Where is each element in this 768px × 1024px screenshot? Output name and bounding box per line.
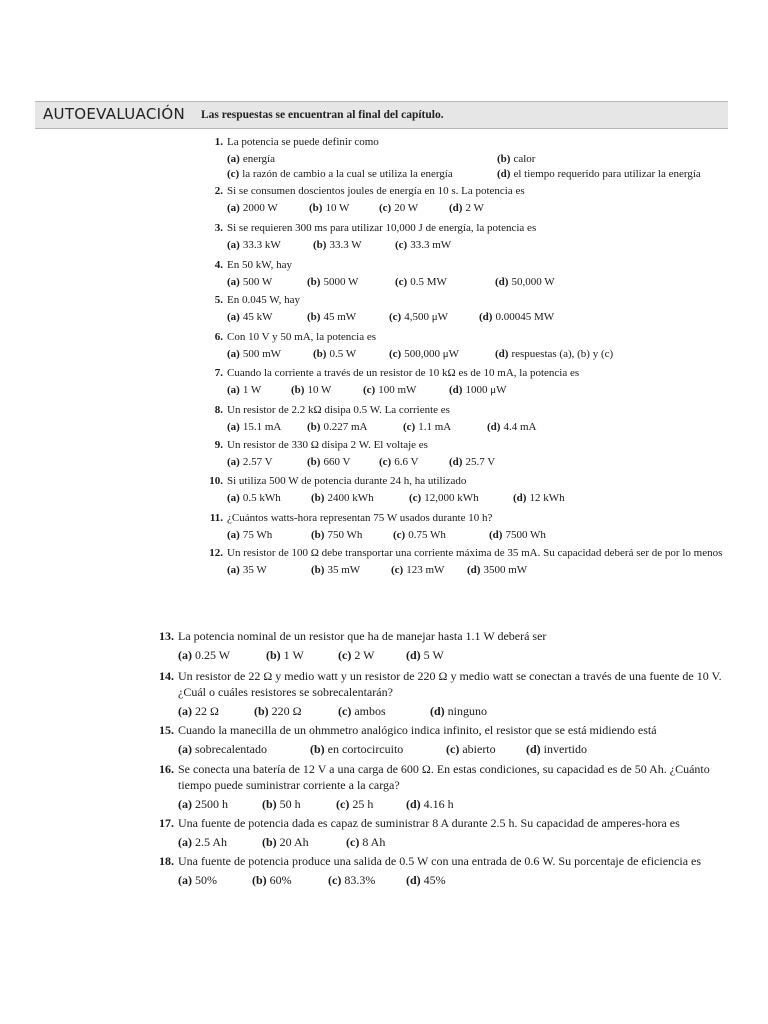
option-letter: (a): [227, 492, 240, 504]
answer-option: [338, 703, 386, 719]
option-text: 2 W: [354, 648, 375, 662]
option-letter: (c): [227, 168, 240, 180]
answer-option: [178, 741, 267, 757]
option-letter: (b): [266, 648, 281, 662]
option-text: 60%: [269, 873, 292, 887]
option-letter: (c): [389, 311, 402, 323]
option-letter: (b): [307, 276, 321, 288]
option-letter: (c): [328, 873, 342, 887]
answer-options: [227, 275, 727, 289]
answer-option: [406, 796, 454, 812]
answer-option: [395, 238, 451, 252]
option-letter: (c): [336, 797, 350, 811]
option-text: 660 V: [323, 456, 351, 468]
option-text: 2 W: [465, 202, 484, 214]
option-text: 500,000 μW: [404, 348, 459, 360]
option-letter: (b): [313, 348, 327, 360]
option-text: 12,000 kWh: [424, 492, 479, 504]
option-text: 10 W: [325, 202, 350, 214]
option-letter: (a): [227, 384, 240, 396]
option-letter: (a): [178, 797, 192, 811]
option-letter: (c): [403, 421, 416, 433]
option-letter: (c): [393, 529, 406, 541]
answer-options: [227, 238, 727, 252]
option-letter: (b): [307, 421, 321, 433]
answer-options: [178, 796, 728, 812]
question-stem: Una fuente de potencia produce una salida de 0.5 W con una entrada de 0.6 W. Su porcentaje de eficiencia es: [178, 854, 702, 868]
question-9: [214, 438, 727, 469]
option-text: 50 h: [279, 797, 301, 811]
option-letter: (d): [449, 202, 463, 214]
question-number: 17.: [159, 816, 174, 830]
option-text: 2.5 Ah: [195, 835, 228, 849]
option-letter: (d): [489, 529, 503, 541]
option-text: 22 Ω: [195, 704, 219, 718]
option-text: respuestas (a), (b) y (c): [511, 348, 614, 360]
answer-option: [227, 347, 281, 361]
question-stem: Un resistor de 2.2 kΩ disipa 0.5 W. La corriente es: [227, 404, 450, 416]
option-text: 45%: [423, 873, 446, 887]
option-letter: (d): [467, 564, 481, 576]
answer-option: [338, 647, 374, 663]
answer-option: [449, 201, 484, 215]
option-text: 45 mW: [323, 311, 357, 323]
option-text: ninguno: [447, 704, 488, 718]
option-letter: (d): [495, 348, 509, 360]
option-letter: (a): [227, 153, 240, 165]
option-letter: (a): [227, 456, 240, 468]
answer-option: [266, 647, 304, 663]
option-text: 5 W: [423, 648, 444, 662]
option-text: energía: [242, 153, 275, 165]
question-number: 10.: [209, 475, 223, 487]
question-7: [214, 366, 727, 397]
answer-option: [489, 528, 546, 542]
answer-options: [227, 383, 727, 397]
option-text: 0.5 MW: [410, 276, 447, 288]
option-text: 0.5 W: [329, 348, 357, 360]
option-text: 75 Wh: [242, 529, 273, 541]
option-letter: (d): [495, 276, 509, 288]
option-letter: (a): [227, 564, 240, 576]
question-stem: Si se requieren 300 ms para utilizar 10,000 J de energía, la potencia es: [227, 222, 537, 234]
option-letter: (b): [309, 202, 323, 214]
answer-options: [227, 347, 727, 361]
option-text: 8 Ah: [362, 835, 386, 849]
answer-options: [178, 741, 728, 757]
question-number: 16.: [159, 762, 174, 776]
option-text: 2000 W: [242, 202, 278, 214]
option-text: 220 Ω: [271, 704, 302, 718]
question-stem: En 0.045 W, hay: [227, 294, 301, 306]
option-letter: (c): [338, 648, 352, 662]
answer-option: [495, 275, 555, 289]
option-letter: (d): [406, 797, 421, 811]
option-letter: (b): [262, 797, 277, 811]
answer-option: [446, 741, 496, 757]
option-text: 35 W: [242, 564, 267, 576]
option-text: 33.3 W: [329, 239, 362, 251]
answer-option: [311, 528, 362, 542]
option-text: 0.5 kWh: [242, 492, 281, 504]
option-text: 0.25 W: [195, 648, 231, 662]
option-letter: (d): [487, 421, 501, 433]
option-letter: (a): [227, 311, 240, 323]
option-letter: (a): [178, 648, 192, 662]
option-letter: (a): [227, 348, 240, 360]
answer-options: [227, 455, 727, 469]
question-stem: Si utiliza 500 W de potencia durante 24 h, ha utilizado: [227, 475, 467, 487]
answer-option: [526, 741, 587, 757]
option-text: 45 kW: [242, 311, 273, 323]
option-letter: (c): [338, 704, 352, 718]
answer-option: [227, 167, 453, 181]
answer-option: [307, 455, 350, 469]
option-letter: (b): [313, 239, 327, 251]
option-letter: (c): [379, 202, 392, 214]
option-letter: (c): [363, 384, 376, 396]
answer-options: [178, 872, 728, 888]
question-stem: Se conecta una batería de 12 V a una carga de 600 Ω. En estas condiciones, su capacidad es de 50 Ah. ¿Cuánto tiempo puede suministrar corriente a la carga?: [178, 762, 710, 792]
question-2: [214, 184, 727, 215]
question-stem: La potencia se puede definir como: [227, 136, 379, 148]
section-title: AUTOEVALUACIÓN: [43, 105, 185, 123]
option-letter: (a): [227, 276, 240, 288]
question-number: 6.: [214, 331, 223, 343]
question-number: 9.: [214, 439, 223, 451]
answer-option: [409, 491, 479, 505]
answer-option: [379, 455, 418, 469]
question-number: 4.: [214, 259, 223, 271]
option-text: 12 kWh: [529, 492, 565, 504]
option-text: 4,500 μW: [404, 311, 448, 323]
question-18: [159, 853, 728, 888]
option-letter: (a): [227, 421, 240, 433]
answer-option: [395, 275, 447, 289]
answer-option: [406, 872, 446, 888]
question-16: [159, 761, 728, 812]
option-letter: (a): [178, 704, 192, 718]
option-letter: (b): [307, 456, 321, 468]
question-number: 15.: [159, 723, 174, 737]
answer-option: [449, 455, 495, 469]
question-stem: Cuando la manecilla de un ohmmetro analógico indica infinito, el resistor que se está midiendo está: [178, 723, 657, 737]
question-5: [214, 293, 727, 324]
option-text: 20 W: [394, 202, 419, 214]
question-number: 2.: [214, 185, 223, 197]
option-letter: (c): [395, 276, 408, 288]
option-letter: (d): [430, 704, 445, 718]
answer-option: [227, 201, 278, 215]
option-letter: (c): [409, 492, 422, 504]
option-text: 1.1 mA: [418, 421, 452, 433]
question-stem: ¿Cuántos watts-hora representan 75 W usados durante 10 h?: [227, 512, 493, 524]
option-text: la razón de cambio a la cual se utiliza la energía: [242, 168, 453, 180]
question-13: [159, 628, 728, 663]
option-text: 100 mW: [378, 384, 417, 396]
answer-option: [311, 491, 374, 505]
question-12: [209, 546, 757, 577]
question-number: 18.: [159, 854, 174, 868]
answer-option: [262, 834, 309, 850]
answer-option: [389, 310, 448, 324]
answer-option: [363, 383, 416, 397]
answer-option: [227, 420, 281, 434]
option-text: 4.4 mA: [503, 421, 537, 433]
option-text: 33.3 mW: [410, 239, 452, 251]
option-letter: (a): [178, 873, 192, 887]
answer-option: [479, 310, 554, 324]
option-text: 1 W: [242, 384, 262, 396]
option-text: 6.6 V: [394, 456, 419, 468]
question-number: 12.: [209, 547, 223, 559]
answer-option: [178, 872, 217, 888]
option-text: 0.227 mA: [323, 421, 368, 433]
answer-option: [227, 275, 272, 289]
answer-option: [495, 347, 613, 361]
answer-option: [227, 491, 281, 505]
option-text: 1 W: [283, 648, 304, 662]
question-stem: Si se consumen doscientos joules de energía en 10 s. La potencia es: [227, 185, 525, 197]
answer-option: [313, 238, 362, 252]
answer-option: [313, 347, 356, 361]
answer-option: [262, 796, 301, 812]
question-1: [214, 135, 727, 182]
answer-option: [406, 647, 444, 663]
option-text: 20 Ah: [279, 835, 309, 849]
option-letter: (d): [449, 384, 463, 396]
answer-options: [227, 152, 727, 182]
question-number: 13.: [159, 629, 174, 643]
option-letter: (b): [262, 835, 277, 849]
answer-option: [513, 491, 565, 505]
section-subtitle: Las respuestas se encuentran al final del capítulo.: [201, 109, 444, 121]
answer-options: [178, 647, 728, 663]
option-text: 1000 μW: [465, 384, 507, 396]
option-text: 25 h: [352, 797, 374, 811]
option-text: sobrecalentado: [195, 742, 267, 756]
option-text: el tiempo requerido para utilizar la energía: [513, 168, 701, 180]
option-text: 10 W: [307, 384, 332, 396]
question-3: [214, 221, 727, 252]
answer-option: [328, 872, 375, 888]
option-letter: (a): [227, 529, 240, 541]
answer-option: [307, 420, 367, 434]
option-letter: (d): [513, 492, 527, 504]
question-stem: Cuando la corriente a través de un resistor de 10 kΩ es de 10 mA, la potencia es: [227, 367, 580, 379]
option-text: 0.00045 MW: [495, 311, 555, 323]
option-text: invertido: [543, 742, 587, 756]
answer-options: [227, 528, 727, 542]
option-text: ambos: [354, 704, 386, 718]
option-text: 5000 W: [323, 276, 359, 288]
question-stem: Un resistor de 22 Ω y medio watt y un resistor de 220 Ω y medio watt se conectan a través de una fuente de 10 V. ¿Cuál o cuáles resistores se sobrecalentarán?: [178, 669, 722, 699]
question-stem: La potencia nominal de un resistor que ha de manejar hasta 1.1 W deberá ser: [178, 629, 547, 643]
option-text: calor: [513, 153, 536, 165]
answer-option: [346, 834, 385, 850]
question-stem: En 50 kW, hay: [227, 259, 292, 271]
option-text: 50,000 W: [511, 276, 555, 288]
answer-option: [227, 455, 273, 469]
option-letter: (d): [406, 873, 421, 887]
answer-option: [227, 383, 261, 397]
section-header: [35, 101, 728, 129]
option-letter: (a): [178, 835, 192, 849]
answer-option: [467, 563, 527, 577]
option-text: 35 mW: [327, 564, 361, 576]
question-stem: Un resistor de 330 Ω disipa 2 W. El voltaje es: [227, 439, 428, 451]
option-letter: (b): [252, 873, 267, 887]
answer-option: [487, 420, 536, 434]
option-letter: (c): [379, 456, 392, 468]
answer-options: [178, 703, 728, 719]
option-letter: (b): [311, 492, 325, 504]
option-text: 50%: [195, 873, 217, 887]
answer-option: [389, 347, 459, 361]
option-letter: (a): [227, 202, 240, 214]
option-letter: (d): [449, 456, 463, 468]
question-number: 1.: [214, 136, 223, 148]
question-17: [159, 815, 728, 850]
answer-option: [309, 201, 349, 215]
option-letter: (d): [479, 311, 493, 323]
question-15: [159, 722, 728, 757]
answer-option: [291, 383, 331, 397]
answer-option: [393, 528, 446, 542]
answer-option: [178, 834, 227, 850]
answer-option: [227, 152, 275, 166]
answer-option: [497, 152, 535, 166]
option-letter: (c): [389, 348, 402, 360]
answer-option: [227, 528, 272, 542]
option-text: 2500 h: [195, 797, 228, 811]
answer-option: [254, 703, 302, 719]
option-text: 750 Wh: [327, 529, 363, 541]
option-letter: (d): [406, 648, 421, 662]
answer-options: [227, 563, 757, 577]
answer-option: [227, 238, 281, 252]
option-letter: (b): [254, 704, 269, 718]
question-stem: Un resistor de 100 Ω debe transportar una corriente máxima de 35 mA. Su capacidad deberá ser de por lo menos: [227, 547, 723, 559]
question-stem: Con 10 V y 50 mA, la potencia es: [227, 331, 376, 343]
option-text: 3500 mW: [483, 564, 528, 576]
answer-option: [430, 703, 487, 719]
option-letter: (a): [178, 742, 192, 756]
option-letter: (a): [227, 239, 240, 251]
answer-option: [252, 872, 292, 888]
option-letter: (d): [526, 742, 541, 756]
question-number: 14.: [159, 669, 174, 683]
question-number: 5.: [214, 294, 223, 306]
answer-option: [307, 275, 358, 289]
question-number: 8.: [214, 404, 223, 416]
option-letter: (c): [395, 239, 408, 251]
option-text: 2.57 V: [242, 456, 273, 468]
answer-option: [391, 563, 444, 577]
option-text: 0.75 Wh: [408, 529, 446, 541]
answer-option: [178, 703, 219, 719]
answer-options: [227, 491, 727, 505]
option-text: en cortocircuito: [327, 742, 404, 756]
option-text: 7500 Wh: [505, 529, 546, 541]
option-text: 15.1 mA: [242, 421, 282, 433]
answer-option: [379, 201, 418, 215]
question-number: 7.: [214, 367, 223, 379]
option-letter: (b): [310, 742, 325, 756]
question-number: 11.: [209, 512, 223, 524]
answer-options: [227, 420, 727, 434]
option-letter: (b): [311, 564, 325, 576]
option-text: 25.7 V: [465, 456, 496, 468]
answer-options: [227, 201, 727, 215]
answer-option: [449, 383, 506, 397]
option-text: 500 W: [242, 276, 273, 288]
option-text: 33.3 kW: [242, 239, 281, 251]
option-text: 83.3%: [344, 873, 376, 887]
answer-options: [227, 310, 727, 324]
option-letter: (b): [307, 311, 321, 323]
option-letter: (b): [497, 153, 511, 165]
question-10: [209, 474, 727, 505]
answer-option: [307, 310, 356, 324]
option-text: 4.16 h: [423, 797, 454, 811]
option-text: 123 mW: [406, 564, 445, 576]
question-number: 3.: [214, 222, 223, 234]
answer-option: [227, 310, 272, 324]
question-4: [214, 258, 727, 289]
question-11: [209, 511, 727, 542]
option-text: 500 mW: [242, 348, 282, 360]
option-letter: (d): [497, 168, 511, 180]
question-stem: Una fuente de potencia dada es capaz de suministrar 8 A durante 2.5 h. Su capacidad de amperes-hora es: [178, 816, 680, 830]
question-14: [159, 668, 728, 719]
question-6: [214, 330, 727, 361]
answer-option: [178, 796, 228, 812]
answer-option: [311, 563, 360, 577]
question-8: [214, 403, 727, 434]
answer-option: [178, 647, 230, 663]
answer-option: [497, 167, 701, 181]
answer-options: [178, 834, 728, 850]
option-letter: (b): [291, 384, 305, 396]
answer-option: [403, 420, 451, 434]
option-text: abierto: [462, 742, 496, 756]
option-letter: (c): [446, 742, 460, 756]
answer-option: [310, 741, 403, 757]
option-text: 2400 kWh: [327, 492, 374, 504]
answer-option: [227, 563, 267, 577]
answer-option: [336, 796, 373, 812]
option-letter: (c): [346, 835, 360, 849]
option-letter: (b): [311, 529, 325, 541]
option-letter: (c): [391, 564, 404, 576]
